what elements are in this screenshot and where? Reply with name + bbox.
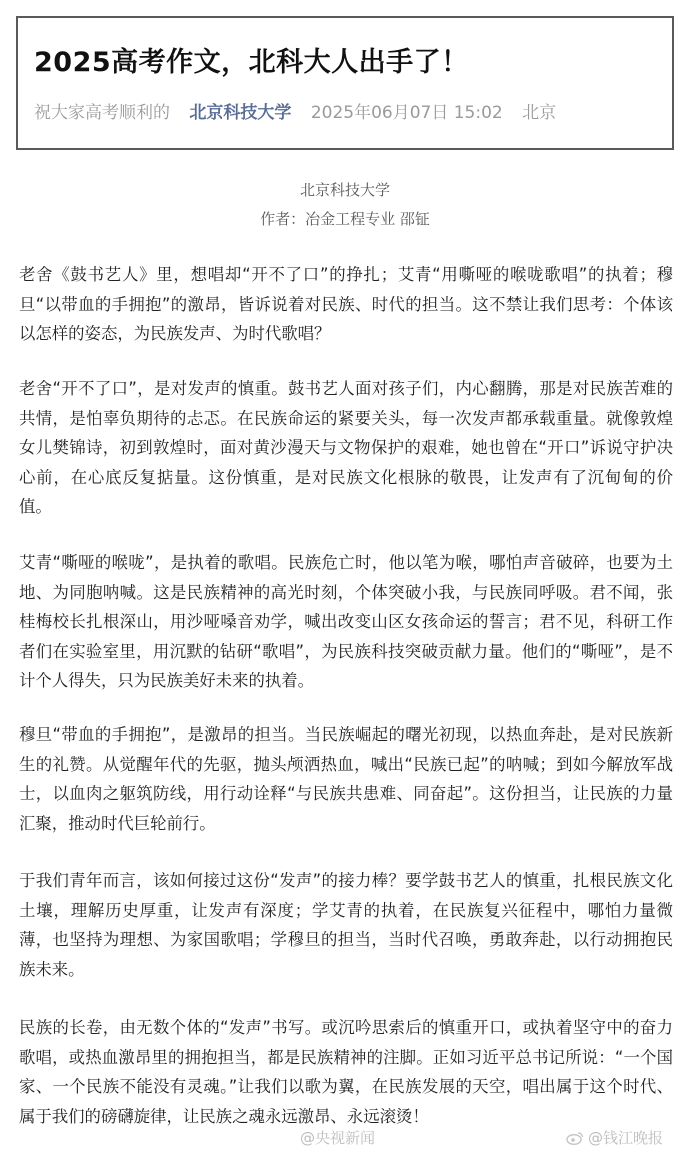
- paragraph-2: 老舍“开不了口”，是对发声的慎重。鼓书艺人面对孩子们，内心翻腾，那是对民族苦难的共情，是怕辜负期待的忐忑。在民族命运的紧要关头，每一次发声都承载重量。就像敦煌女儿樊锦诗，初到敦煌时，面对黄沙漫天与文物保护的艰难，她也曾在“开口”诉说守护决心前，在心底反复掂量。这份慎重，是对民族文化根脉的敬畏，让发声有了沉甸甸的价值。: [19, 379, 673, 517]
- article-author: 作者：冶金工程专业 邵钲: [260, 210, 430, 228]
- article-header: [16, 16, 674, 150]
- paragraph-5: 于我们青年而言，该如何接过这份“发声”的接力棒？要学鼓书艺人的慎重，扎根民族文化土壤，理解历史厚重，让发声有深度；学艾青的执着，在民族复兴征程中，哪怕力量微薄，也坚持为理想、为家国歌唱；学穆旦的担当，当时代召唤，勇敢奔赴，以行动拥抱民族未来。: [19, 871, 673, 979]
- paragraph-1: 老舍《鼓书艺人》里，想唱却“开不了口”的挣扎；艾青“用嘶哑的喉咙歌唱”的执着；穆旦“以带血的手拥抱”的激昂，皆诉说着对民族、时代的担当。这不禁让我们思考：个体该以怎样的姿态，为民族发声、为时代歌唱？: [19, 265, 673, 344]
- watermark-right: [566, 1127, 663, 1148]
- watermark-left-text: @央视新闻: [300, 1129, 376, 1147]
- watermark-right-text: @钱江晚报: [588, 1129, 664, 1147]
- publish-datetime: 2025年06月07日 15:02: [310, 103, 503, 123]
- paragraph-4: 穆旦“带血的手拥抱”，是激昂的担当。当民族崛起的曙光初现，以热血奔赴，是对民族新生的礼赞。从觉醒年代的先驱，抛头颅洒热血，喊出“民族已起”的呐喊；到如今解放军战士，以血肉之躯筑防线，用行动诠释“与民族共患难、同奋起”。这份担当，让民族的力量汇聚，推动时代巨轮前行。: [19, 725, 673, 833]
- meta-tagline: 祝大家高考顺利的: [34, 103, 170, 123]
- weibo-icon: [566, 1131, 584, 1145]
- article-meta: [34, 98, 570, 123]
- account-link[interactable]: 北京科技大学: [189, 103, 292, 123]
- watermark-left: [300, 1127, 375, 1148]
- paragraph-3: 艾青“嘶哑的喉咙”，是执着的歌唱。民族危亡时，他以笔为喉，哪怕声音破碎，也要为土地、为同胞呐喊。这是民族精神的高光时刻，个体突破小我，与民族同呼吸。君不闻，张桂梅校长扎根深山，用沙哑嗓音劝学，喊出改变山区女孩命运的誓言；君不见，科研工作者们在实验室里，用沉默的钻研“歌唱”，为民族科技突破贡献力量。他们的“嘶哑”，是不计个人得失，只为民族美好未来的执着。: [19, 553, 673, 691]
- article-title: 2025高考作文，北科大人出手了！: [34, 47, 469, 78]
- publish-location: 北京: [522, 103, 557, 123]
- paragraph-6: 民族的长卷，由无数个体的“发声”书写。或沉吟思索后的慎重开口，或执着坚守中的奋力歌唱，或热血激昂里的拥抱担当，都是民族精神的注脚。正如习近平总书记所说：“一个国家、一个民族不能没有灵魂。”让我们以歌为翼，在民族发展的天空，唱出属于这个时代、属于我们的磅礴旋律，让民族之魂永远激昂、永远滚烫！: [19, 1018, 673, 1126]
- article-source: 北京科技大学: [299, 181, 390, 199]
